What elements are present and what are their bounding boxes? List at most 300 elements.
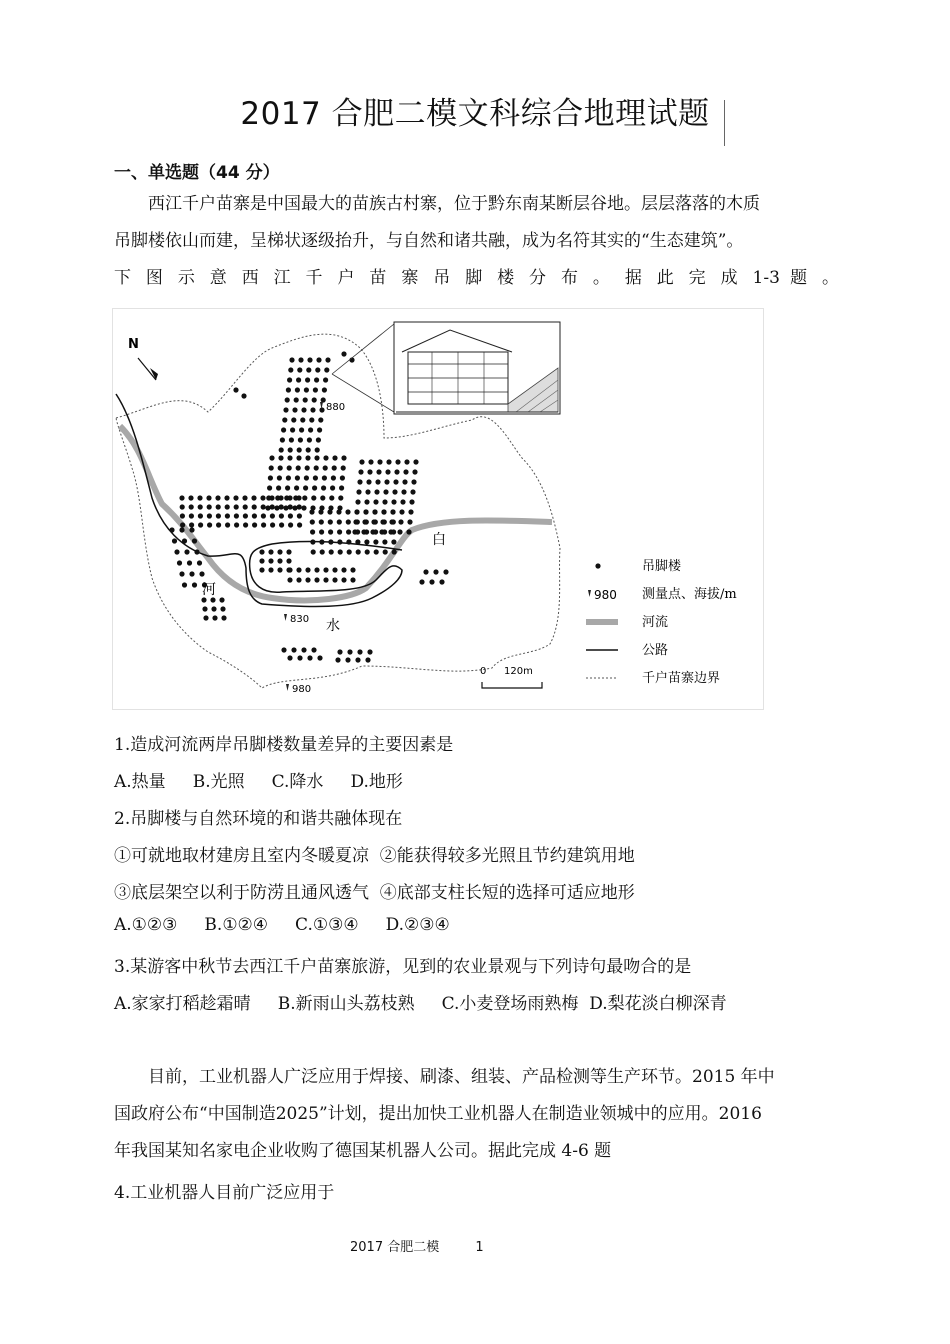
stilt-house-dot [346,529,351,534]
section-heading: 一、单选题（44 分） [114,163,280,183]
stilt-house-dot [393,479,398,484]
stilt-house-dot [303,397,308,402]
legend-survey-point: 测量点、海拔/m [642,587,737,602]
stilt-house-dot [309,509,314,514]
stilt-house-dot [338,549,343,554]
stilt-house-dot [270,522,275,527]
stilt-house-dot [289,357,294,362]
stilt-house-dot [390,509,395,514]
stilt-house-dot [192,582,197,587]
stilt-house-dot [268,567,273,572]
stilt-house-dot [306,447,311,452]
stilt-house-dot [383,489,388,494]
stilt-house-dot [364,539,369,544]
stilt-house-dot [297,504,302,509]
stilt-house-dot [203,615,208,620]
stilt-house-dot [310,539,315,544]
passage-2-line-1: 目前，工业机器人广泛应用于焊接、刷漆、组装、产品检测等生产环节。2015 年中 [148,1067,775,1087]
stilt-house-dot [278,495,283,500]
stilt-house-dot [216,522,221,527]
stilt-house-dot [323,455,328,460]
stilt-house-dot [323,465,328,470]
svg-text:0: 0 [480,666,487,677]
stilt-house-dot [341,351,346,356]
question-1-options: A.热量 B.光照 C.降水 D.地形 [114,772,403,792]
legend-survey-value: 980 [594,588,617,602]
stilt-house-dot [407,519,412,524]
stilt-house-dot [281,647,286,652]
stilt-house-dot [365,489,370,494]
stilt-house-dot [269,465,274,470]
stilt-house-dot [355,539,360,544]
stilt-house-dot [357,479,362,484]
stilt-house-dot [373,539,378,544]
stilt-house-dot [356,549,361,554]
passage-1-line-1: 西江千户苗寨是中国最大的苗族古村寨，位于黔东南某断层谷地。层层落落的木质 [148,194,760,214]
stilt-house-dot [314,567,319,572]
stilt-house-dot [211,606,216,611]
stilt-house-dot [206,495,211,500]
stilt-house-dot [291,417,296,422]
stilt-house-dot [345,509,350,514]
stilt-house-dot [225,522,230,527]
stilt-house-dot [277,558,282,563]
stilt-house-dot [286,387,291,392]
stilt-house-dot [225,513,230,518]
stilt-house-dot [283,407,288,412]
stilt-house-dot [279,522,284,527]
svg-text:120m: 120m [504,666,533,677]
stilt-house-dot [310,529,315,534]
stilt-house-dot [309,417,314,422]
stilt-house-dot [219,597,224,602]
stilt-house-dot [376,469,381,474]
stilt-house-dot [329,495,334,500]
stilt-house-dot [320,495,325,500]
stilt-house-dot [314,455,319,460]
passage-1-line-2: 吊脚楼依山而建，呈梯状逐级抬升，与自然和诸共融，成为名符其实的“生态建筑”。 [114,231,744,251]
legend-boundary: 千户苗寨边界 [642,671,721,686]
stilt-house-dot [269,495,274,500]
footer-page-number: 1 [475,1240,484,1255]
stilt-house-dot [289,437,294,442]
page-footer [350,1236,516,1255]
stilt-house-dot [315,447,320,452]
stilt-house-dot [279,513,284,518]
stilt-house-dot [373,529,378,534]
stilt-house-dot [323,377,328,382]
stilt-house-dot [382,529,387,534]
stilt-house-dot [297,513,302,518]
stilt-house-dot [350,567,355,572]
stilt-house-dot [234,504,239,509]
stilt-house-dot [316,357,321,362]
stilt-house-dot [323,567,328,572]
stilt-house-dot [188,495,193,500]
stilt-house-dot [312,397,317,402]
stilt-house-dot [277,549,282,554]
stilt-house-dot [234,513,239,518]
stilt-house-dot [268,558,273,563]
stilt-house-dot [341,567,346,572]
question-2: 2.吊脚楼与自然环境的和谐共融体现在 [114,809,403,829]
stilt-house-dot [374,489,379,494]
stilt-house-dot [304,475,309,480]
stilt-house-dot [397,529,402,534]
stilt-house-dot [410,489,415,494]
stilt-house-dot [364,529,369,534]
stilt-house-dot [385,469,390,474]
stilt-house-dot [347,649,352,654]
stilt-house-dot [233,495,238,500]
stilt-house-dot [400,499,405,504]
stilt-house-dot [286,475,291,480]
stilt-house-dot [366,479,371,484]
stilt-house-dot [259,567,264,572]
stilt-house-dot [355,519,360,524]
question-4: 4.工业机器人目前广泛应用于 [114,1183,335,1203]
stilt-house-dot [296,465,301,470]
stilt-house-dot [259,549,264,554]
stilt-house-dot [207,504,212,509]
stilt-house-dot [433,569,438,574]
stilt-house-dot [315,367,320,372]
stilt-house-dot [268,549,273,554]
stilt-house-dot [286,558,291,563]
stilt-house-dot [278,465,283,470]
stilt-house-dot [324,367,329,372]
stilt-house-dot [337,519,342,524]
question-3: 3.某游客中秋节去西江千户苗寨旅游，见到的农业景观与下列诗句最吻合的是 [114,957,692,977]
stilt-house-dot [372,509,377,514]
stilt-house-dot [243,504,248,509]
stilt-house-dot [287,495,292,500]
stilt-house-dot [404,459,409,464]
stilt-house-dot [198,522,203,527]
stilt-house-dot [335,657,340,662]
stilt-house-dot [207,513,212,518]
stilt-house-dot [330,485,335,490]
stilt-house-dot [241,393,246,398]
stilt-house-dot [408,509,413,514]
stilt-house-dot [338,495,343,500]
stilt-house-dot [314,577,319,582]
stilt-house-dot [192,538,197,543]
stilt-house-dot [317,427,322,432]
stilt-house-dot [392,549,397,554]
stilt-house-dot [364,519,369,524]
stilt-house-dot [297,367,302,372]
stilt-house-dot [328,539,333,544]
stilt-house-dot [216,504,221,509]
stilt-house-dot [328,519,333,524]
stilt-house-dot [367,649,372,654]
stilt-house-dot [319,539,324,544]
stilt-house-dot [199,571,204,576]
stilt-house-dot [304,387,309,392]
stilt-house-dot [355,529,360,534]
stilt-house-dot [311,495,316,500]
stilt-house-dot [184,549,189,554]
stilt-house-dot [381,509,386,514]
stilt-house-dot [317,655,322,660]
stilt-house-dot [212,615,217,620]
stilt-house-dot [327,509,332,514]
stilt-house-dot [365,657,370,662]
stilt-house-dot [332,455,337,460]
stilt-house-dot [234,522,239,527]
stilt-house-dot [322,475,327,480]
stilt-house-dot [197,560,202,565]
stilt-house-dot [365,549,370,554]
stilt-house-dot [220,606,225,611]
stilt-house-dot [270,504,275,509]
stilt-house-dot [285,397,290,402]
stilt-house-dot [177,560,182,565]
stilt-house-dot [202,606,207,611]
stilt-house-dot [198,513,203,518]
stilt-house-dot [268,475,273,480]
legend-road: 公路 [642,643,669,658]
stilt-house-dot [313,387,318,392]
stilt-house-dot [355,657,360,662]
stilt-house-dot [261,522,266,527]
stilt-house-dot [294,485,299,490]
document-title: 2017 合肥二模文科综合地理试题 [240,96,710,132]
stilt-house-dot [288,504,293,509]
stilt-house-dot [374,549,379,554]
stilt-house-dot [292,407,297,412]
stilt-house-dot [307,357,312,362]
stilt-house-dot [394,469,399,474]
stilt-house-dot [305,577,310,582]
stilt-house-dot [269,455,274,460]
stilt-house-dot [301,407,306,412]
stilt-house-dot [357,649,362,654]
stilt-house-dot [260,495,265,500]
stilt-house-dot [252,504,257,509]
stilt-house-dot [288,367,293,372]
stilt-house-dot [259,558,264,563]
stilt-house-dot [320,549,325,554]
stilt-house-dot [215,495,220,500]
passage-2 [114,1059,839,1170]
stilt-house-dot [179,527,184,532]
legend-river: 河流 [642,615,669,630]
stilt-house-dot [296,377,301,382]
stilt-house-dot [286,549,291,554]
stilt-house-dot [345,657,350,662]
stilt-house-dot [398,519,403,524]
stilt-house-dot [305,465,310,470]
stilt-house-dot [356,489,361,494]
stilt-house-dot [189,504,194,509]
stilt-house-dot [297,447,302,452]
stilt-house-dot [341,455,346,460]
stilt-house-dot [332,577,337,582]
stilt-house-dot [189,513,194,518]
question-3-options: A.家家打稻趁霜晴 B.新雨山头荔枝熟 C.小麦登场雨熟梅 D.梨花淡白柳深青 [114,994,727,1014]
stilt-house-dot [308,427,313,432]
stilt-house-dot [287,577,292,582]
stilt-house-dot [189,522,194,527]
stilt-house-dot [288,447,293,452]
stilt-house-dot [267,485,272,490]
stilt-house-dot [242,495,247,500]
stilt-house-dot [325,357,330,362]
stilt-house-dot [296,577,301,582]
stilt-house-dot [302,495,307,500]
stilt-house-dot [243,513,248,518]
legend-dot [595,563,600,568]
stilt-house-dot [316,437,321,442]
stilt-house-dot [305,455,310,460]
stilt-house-dot [323,577,328,582]
stilt-house-dot [285,485,290,490]
stilt-house-dot [295,387,300,392]
stilt-house-dot [296,455,301,460]
stilt-house-dot [197,495,202,500]
stilt-house-dot [412,469,417,474]
stilt-house-dot [225,504,230,509]
stilt-house-dot [382,519,387,524]
title-edge-mark [724,100,725,146]
stilt-house-dot [337,529,342,534]
stilt-house-dot [311,647,316,652]
stilt-house-dot [306,367,311,372]
stilt-house-dot [318,417,323,422]
stilt-house-dot [287,377,292,382]
stilt-house-dot [318,509,323,514]
stilt-house-dot [311,549,316,554]
stilt-house-dot [189,527,194,532]
stilt-house-dot [201,597,206,602]
passage-1-line-3: 下 图 示 意 西 江 千 户 苗 寨 吊 脚 楼 分 布 。 据 此 完 成 1-3 题 。 [114,268,839,288]
stilt-house-dot [252,522,257,527]
passage-2-line-2: 国政府公布“中国制造2025”计划，提出加快工业机器人在制造业领城中的应用。2016 [114,1104,762,1124]
stilt-house-dot [295,475,300,480]
stilt-house-dot [224,495,229,500]
stilt-house-dot [277,475,282,480]
stilt-house-dot [301,505,306,510]
stilt-house-dot [339,485,344,490]
stilt-house-dot [279,447,284,452]
stilt-house-dot [294,397,299,402]
stilt-house-dot [261,504,266,509]
stilt-house-dot [270,513,275,518]
stilt-house-dot [319,519,324,524]
stilt-house-dot [312,485,317,490]
stilt-house-dot [305,567,310,572]
stilt-house-dot [207,522,212,527]
stilt-house-dot [391,539,396,544]
stilt-house-dot [180,522,185,527]
stilt-house-dot [377,459,382,464]
stilt-house-dot [359,459,364,464]
stilt-house-dot [401,489,406,494]
stilt-house-dot [182,582,187,587]
stilt-house-dot [319,529,324,534]
stilt-house-dot [307,655,312,660]
stilt-house-dot [332,567,337,572]
stilt-house-dot [391,499,396,504]
stilt-house-dot [179,571,184,576]
stilt-house-dot [341,465,346,470]
stilt-house-dot [386,459,391,464]
svg-text:980: 980 [292,684,312,695]
stilt-house-dot [297,522,302,527]
stilt-house-dot [364,499,369,504]
stilt-house-dot [182,538,187,543]
miao-village-map [112,308,764,710]
stilt-house-dot [346,539,351,544]
stilt-house-dot [179,495,184,500]
stilt-house-dot [307,437,312,442]
stilt-house-dot [392,489,397,494]
stilt-house-dot [180,513,185,518]
stilt-house-dot [355,499,360,504]
label-bai: 白 [432,532,446,548]
stilt-house-dot [314,377,319,382]
stilt-house-dot [297,655,302,660]
stilt-house-dot [383,549,388,554]
stilt-house-dot [210,597,215,602]
question-2-options: A.①②③ B.①②④ C.①③④ D.②③④ [114,915,450,935]
stilt-house-dot [350,577,355,582]
stilt-house-dot [298,357,303,362]
stilt-house-dot [233,387,238,392]
stilt-house-dot [375,479,380,484]
stilt-house-dot [328,529,333,534]
stilt-house-dot [337,649,342,654]
stilt-house-dot [406,529,411,534]
stilt-house-dot [278,455,283,460]
stilt-house-dot [329,549,334,554]
stilt-house-dot [363,509,368,514]
stilt-house-dot [194,549,199,554]
stilt-house-dot [172,538,177,543]
stilt-house-dot [319,407,324,412]
stilt-house-dot [341,577,346,582]
stilt-house-dot [301,647,306,652]
stilt-house-dot [251,495,256,500]
stilt-house-dot [384,479,389,484]
stilt-house-dot [189,571,194,576]
stilt-house-dot [291,647,296,652]
stilt-house-dot [409,499,414,504]
stilt-house-dot [340,475,345,480]
stilt-house-dot [296,495,301,500]
stilt-house-dot [395,459,400,464]
stilt-house-dot [282,417,287,422]
stilt-house-dot [332,465,337,470]
stilt-house-dot [287,655,292,660]
stilt-house-dot [303,485,308,490]
stilt-house-dot [280,437,285,442]
stilt-house-dot [277,567,282,572]
stilt-house-dot [281,427,286,432]
stilt-house-dot [399,509,404,514]
stilt-house-dot [382,539,387,544]
stilt-house-dot [382,499,387,504]
stilt-house-dot [367,469,372,474]
stilt-house-dot [373,499,378,504]
stilt-house-dot [354,509,359,514]
stilt-house-dot [373,519,378,524]
stilt-house-dot [290,427,295,432]
stilt-house-dot [198,504,203,509]
stilt-house-dot [174,549,179,554]
